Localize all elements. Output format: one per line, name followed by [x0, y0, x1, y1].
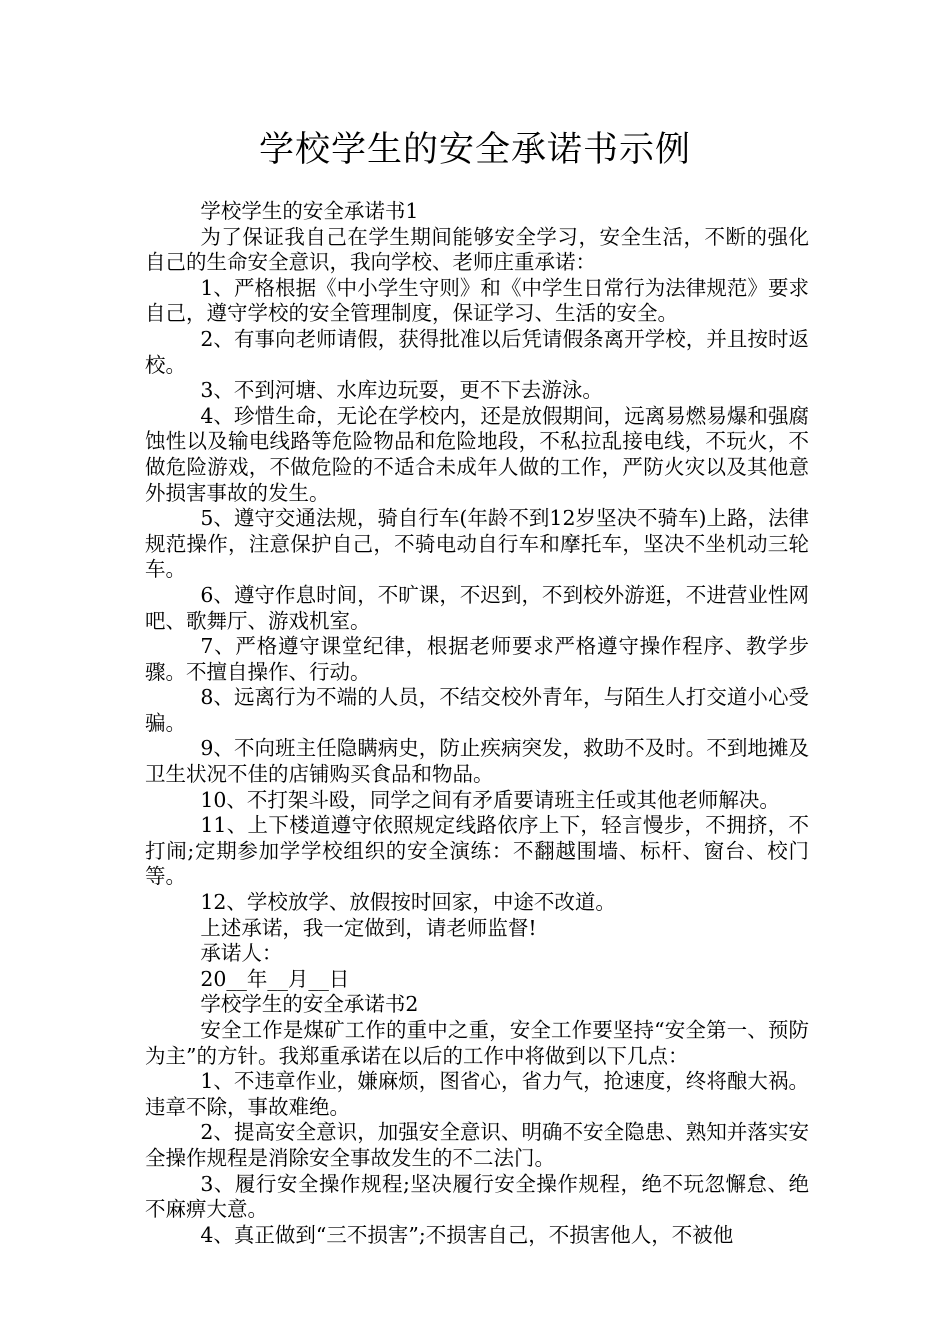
- paragraph: 为了保证我自己在学生期间能够安全学习，安全生活，不断的强化自己的生命安全意识，我向学校、老师庄重承诺：: [145, 224, 809, 275]
- paragraph: 3、履行安全操作规程;坚决履行安全操作规程，绝不玩忽懈怠、绝不麻痹大意。: [145, 1171, 809, 1222]
- document-body: [145, 199, 809, 1248]
- paragraph: 9、不向班主任隐瞒病史，防止疾病突发，救助不及时。不到地摊及卫生状况不佳的店铺购买食品和物品。: [145, 736, 809, 787]
- paragraph: 3、不到河塘、水库边玩耍，更不下去游泳。: [200, 378, 603, 403]
- section-heading: 学校学生的安全承诺书2: [200, 992, 419, 1017]
- paragraph: 5、遵守交通法规，骑自行车(年龄不到12岁坚决不骑车)上路，法律规范操作，注意保护自己，不骑电动自行车和摩托车，坚决不坐机动三轮车。: [145, 506, 809, 582]
- paragraph: 4、真正做到“三不损害”;不损害自己，不损害他人，不被他: [200, 1222, 734, 1247]
- signer-label: 承诺人：: [200, 941, 283, 966]
- date-line: 20__年__月__日: [200, 966, 350, 991]
- document-title: 学校学生的安全承诺书示例: [258, 130, 691, 170]
- paragraph: 7、严格遵守课堂纪律，根据老师要求严格遵守操作程序、教学步骤。不擅自操作、行动。: [145, 634, 809, 684]
- paragraph: 11、上下楼道遵守依照规定线路依序上下，轻言慢步，不拥挤，不打闹;定期参加学学校组织的安全演练：不翻越围墙、标杆、窗台、校门等。: [145, 813, 809, 889]
- paragraph: 1、严格根据《中小学生守则》和《中学生日常行为法律规范》要求自己，遵守学校的安全管理制度，保证学习、生活的安全。: [145, 275, 809, 326]
- paragraph: 2、提高安全意识，加强安全意识、明确不安全隐患、熟知并落实安全操作规程是消除安全事故发生的不二法门。: [145, 1120, 809, 1170]
- section-heading: 学校学生的安全承诺书1: [200, 199, 419, 223]
- paragraph: 4、珍惜生命，无论在学校内，还是放假期间，远离易燃易爆和强腐蚀性以及输电线路等危险物品和危险地段，不私拉乱接电线，不玩火，不做危险游戏，不做危险的不适合未成年人做的工作，严防火灾以及其他意外损害事故的发生。: [145, 403, 809, 505]
- paragraph: 6、遵守作息时间，不旷课，不迟到，不到校外游逛，不进营业性网吧、歌舞厅、游戏机室。: [145, 582, 809, 633]
- paragraph: 安全工作是煤矿工作的重中之重，安全工作要坚持“安全第一、预防为主”的方针。我郑重承诺在以后的工作中将做到以下几点：: [145, 1018, 809, 1068]
- paragraph: 2、有事向老师请假，获得批准以后凭请假条离开学校，并且按时返校。: [145, 326, 809, 377]
- paragraph: 10、不打架斗殴，同学之间有矛盾要请班主任或其他老师解决。: [200, 787, 780, 812]
- paragraph: 1、不违章作业，嫌麻烦，图省心，省力气，抢速度，终将酿大祸。违章不除，事故难绝。: [145, 1069, 809, 1119]
- paragraph: 8、远离行为不端的人员，不结交校外青年，与陌生人打交道小心受骗。: [145, 685, 809, 735]
- paragraph: 12、学校放学、放假按时回家，中途不改道。: [200, 890, 616, 915]
- paragraph: 上述承诺，我一定做到，请老师监督!: [200, 915, 537, 940]
